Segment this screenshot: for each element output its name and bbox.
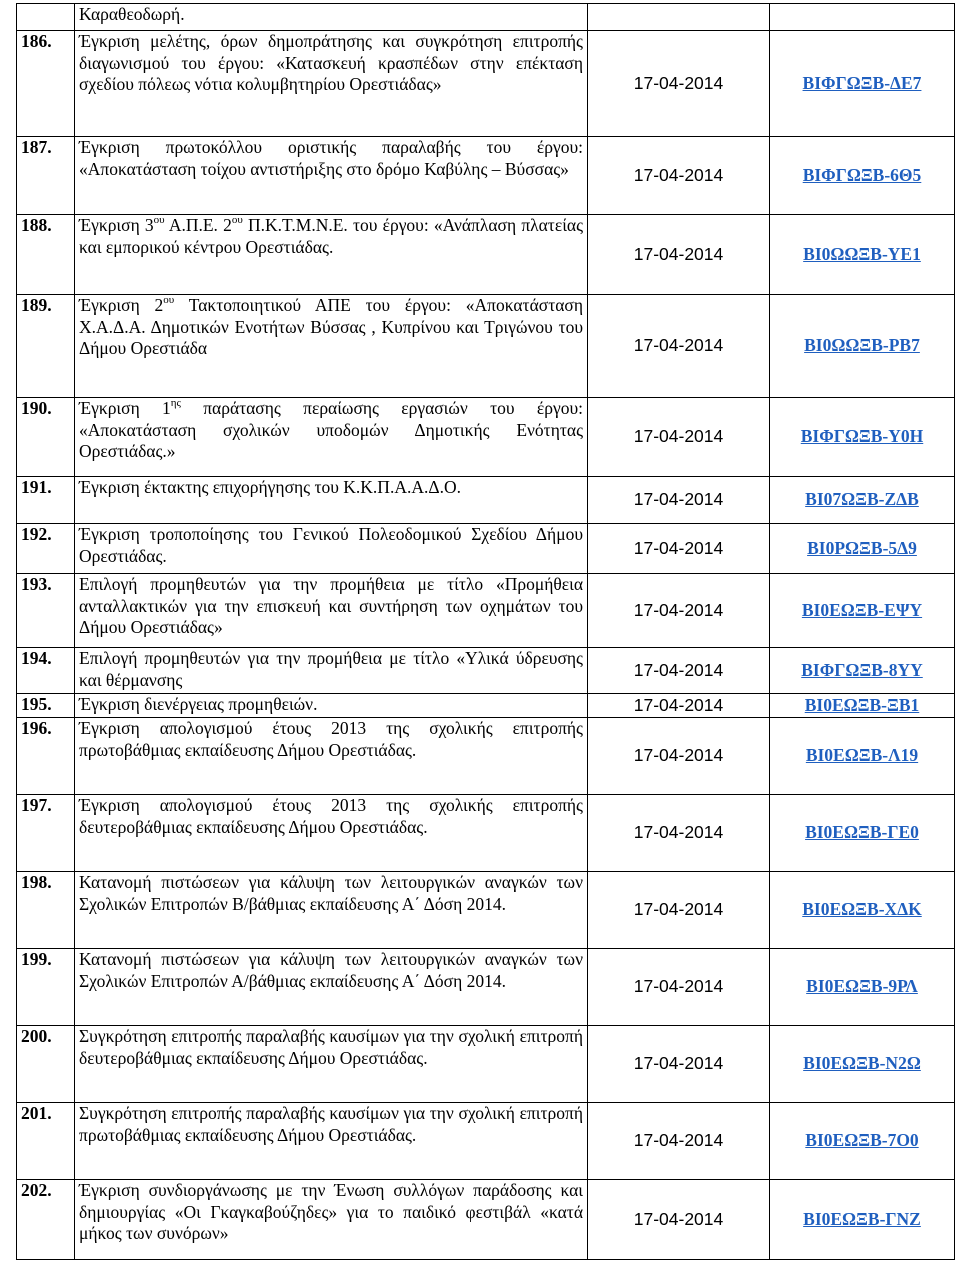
ada-link[interactable]: ΒΙ0ΕΩΞΒ-ΕΨΥ <box>801 599 923 620</box>
ada-cell <box>770 398 955 477</box>
table-row <box>17 574 955 648</box>
decision-description: Συγκρότηση επιτροπής παραλαβής καυσίμων για την σχολική επιτροπή δευτεροβάθμιας εκπαίδευσης Δήμου Ορεστιάδας. <box>75 1026 588 1103</box>
ada-link[interactable]: ΒΙ07ΩΞΒ-ΖΔΒ <box>805 489 919 510</box>
decision-number: 194. <box>17 648 75 694</box>
ada-cell <box>770 215 955 295</box>
decision-description: Κατανομή πιστώσεων για κάλυψη των λειτουργικών αναγκών των Σχολικών Επιτροπών Α/βάθμιας εκπαίδευσης Α΄ Δόση 2014. <box>75 949 588 1026</box>
decision-date: 17-04-2014 <box>588 31 770 137</box>
ada-link[interactable]: ΒΙ0ΩΩΞΒ-ΡΒ7 <box>804 335 920 356</box>
ada-cell <box>770 1103 955 1180</box>
decision-date: 17-04-2014 <box>588 949 770 1026</box>
decision-date: 17-04-2014 <box>588 718 770 795</box>
decisions-table <box>16 3 955 1260</box>
decision-description <box>75 398 588 477</box>
description-text: Έγκριση 3 <box>79 215 154 235</box>
ada-link[interactable]: ΒΙΦΓΩΞΒ-8ΥΥ <box>801 659 923 680</box>
decision-date: 17-04-2014 <box>588 872 770 949</box>
ordinal-suffix: ης <box>170 397 181 410</box>
decision-number: 191. <box>17 477 75 524</box>
table-row <box>17 872 955 949</box>
description-text: Έγκριση 2 <box>79 295 164 315</box>
ada-cell <box>770 1180 955 1260</box>
decision-description: Έγκριση συνδιοργάνωσης με την Ένωση συλλόγων παράδοσης και δημιουργίας «Οι Γκαγκαβούζηδες» για το παιδικό φεστιβάλ «κατά μήκος των συνόρων» <box>75 1180 588 1260</box>
ada-cell <box>770 795 955 872</box>
decision-date: 17-04-2014 <box>588 215 770 295</box>
table-row <box>17 795 955 872</box>
decision-description: Έγκριση έκτακτης επιχορήγησης του Κ.Κ.Π.Α.Α.Δ.Ο. <box>75 477 588 524</box>
description-text: Τακτοποιητικού ΑΠΕ του έργου: «Αποκατάσταση Χ.Α.Δ.Α. Δημοτικών Ενοτήτων Βύσσας , Κυπρίνου και Τριγώνου του Δήμου Ορεστιάδα <box>79 295 583 358</box>
decision-number: 197. <box>17 795 75 872</box>
ada-cell <box>770 477 955 524</box>
decision-description: Συγκρότηση επιτροπής παραλαβής καυσίμων για την σχολική επιτροπή πρωτοβάθμιας εκπαίδευσης Δήμου Ορεστιάδας. <box>75 1103 588 1180</box>
table-row <box>17 718 955 795</box>
decision-date <box>588 4 770 31</box>
ada-cell <box>770 295 955 398</box>
table-row <box>17 137 955 215</box>
decision-date: 17-04-2014 <box>588 574 770 648</box>
ada-cell <box>770 4 955 31</box>
decision-description: Επιλογή προμηθευτών για την προμήθεια με τίτλο «Προμήθεια ανταλλακτικών για την επισκευή και συντήρηση των οχημάτων του Δήμου Ορεστιάδας» <box>75 574 588 648</box>
table-row <box>17 1103 955 1180</box>
decision-description: Κατανομή πιστώσεων για κάλυψη των λειτουργικών αναγκών των Σχολικών Επιτροπών Β/βάθμιας εκπαίδευσης Α΄ Δόση 2014. <box>75 872 588 949</box>
decision-date: 17-04-2014 <box>588 1103 770 1180</box>
decision-number: 201. <box>17 1103 75 1180</box>
ada-link[interactable]: ΒΙ0ΕΩΞΒ-ΞΒ1 <box>804 694 920 715</box>
table-row <box>17 215 955 295</box>
decision-date: 17-04-2014 <box>588 137 770 215</box>
ada-link[interactable]: ΒΙ0ΕΩΞΒ-ΓΝΖ <box>803 1208 921 1229</box>
table-row <box>17 398 955 477</box>
ada-cell <box>770 694 955 718</box>
decision-description: Έγκριση τροποποίησης του Γενικού Πολεοδομικού Σχεδίου Δήμου Ορεστιάδας. <box>75 524 588 574</box>
ada-link[interactable]: ΒΙ0ΩΩΞΒ-ΥΕ1 <box>803 243 921 264</box>
ordinal-suffix: ου <box>153 214 165 227</box>
decision-number: 187. <box>17 137 75 215</box>
decision-number: 198. <box>17 872 75 949</box>
decision-number: 196. <box>17 718 75 795</box>
description-text: Α.Π.Ε. 2 <box>164 215 232 235</box>
decision-number: 192. <box>17 524 75 574</box>
table-row <box>17 4 955 31</box>
ada-cell <box>770 31 955 137</box>
description-text: Έγκριση 1 <box>79 398 171 418</box>
decision-date: 17-04-2014 <box>588 1180 770 1260</box>
decision-number: 202. <box>17 1180 75 1260</box>
description-text: Π.Κ.Τ.Μ.Ν.Ε. του έργου: «Ανάπλαση πλατείας και εμπορικού κέντρου Ορεστιάδας. <box>79 215 583 257</box>
decision-number: 195. <box>17 694 75 718</box>
decision-description: Έγκριση απολογισμού έτους 2013 της σχολικής επιτροπής δευτεροβάθμιας εκπαίδευσης Δήμου Ορεστιάδας. <box>75 795 588 872</box>
decision-number: 200. <box>17 1026 75 1103</box>
ada-cell <box>770 137 955 215</box>
decision-description: Έγκριση απολογισμού έτους 2013 της σχολικής επιτροπής πρωτοβάθμιας εκπαίδευσης Δήμου Ορεστιάδας. <box>75 718 588 795</box>
decision-number: 186. <box>17 31 75 137</box>
decision-date: 17-04-2014 <box>588 398 770 477</box>
decision-number: 189. <box>17 295 75 398</box>
table-row <box>17 524 955 574</box>
decision-number: 188. <box>17 215 75 295</box>
decision-number: 190. <box>17 398 75 477</box>
ada-link[interactable]: ΒΙ0ΡΩΞΒ-5Δ9 <box>807 537 917 558</box>
decision-date: 17-04-2014 <box>588 524 770 574</box>
ada-link[interactable]: ΒΙΦΓΩΞΒ-Υ0Η <box>800 426 924 447</box>
decision-description: Επιλογή προμηθευτών για την προμήθεια με τίτλο «Υλικά ύδρευσης και θέρμανσης <box>75 648 588 694</box>
decision-date: 17-04-2014 <box>588 1026 770 1103</box>
ada-cell <box>770 524 955 574</box>
ada-cell <box>770 718 955 795</box>
ada-link[interactable]: ΒΙ0ΕΩΞΒ-Ν2Ω <box>803 1053 921 1074</box>
ada-link[interactable]: ΒΙΦΓΩΞΒ-6Θ5 <box>802 164 922 185</box>
decision-number <box>17 4 75 31</box>
ada-cell <box>770 872 955 949</box>
ada-cell <box>770 648 955 694</box>
table-row <box>17 477 955 524</box>
ada-link[interactable]: ΒΙ0ΕΩΞΒ-7Ο0 <box>805 1130 919 1151</box>
decisions-table-body <box>17 4 955 1260</box>
table-row <box>17 295 955 398</box>
table-row <box>17 694 955 718</box>
decision-description <box>75 295 588 398</box>
ada-cell <box>770 949 955 1026</box>
decision-description <box>75 215 588 295</box>
ada-link[interactable]: ΒΙ0ΕΩΞΒ-ΓΕ0 <box>805 822 919 843</box>
table-row <box>17 949 955 1026</box>
decision-date: 17-04-2014 <box>588 295 770 398</box>
ada-link[interactable]: ΒΙ0ΕΩΞΒ-ΧΔΚ <box>802 899 922 920</box>
decision-number: 199. <box>17 949 75 1026</box>
decision-date: 17-04-2014 <box>588 477 770 524</box>
decision-date: 17-04-2014 <box>588 648 770 694</box>
table-row <box>17 1180 955 1260</box>
ada-cell <box>770 1026 955 1103</box>
decision-description: Έγκριση πρωτοκόλλου οριστικής παραλαβής του έργου: «Αποκατάσταση τοίχου αντιστήριξης στο δρόμο Καβύλης – Βύσσας» <box>75 137 588 215</box>
decision-description: Έγκριση διενέργειας προμηθειών. <box>75 694 588 718</box>
ada-link[interactable]: ΒΙΦΓΩΞΒ-ΔΕ7 <box>802 72 922 93</box>
decision-description: Καραθεοδωρή. <box>75 4 588 31</box>
table-row <box>17 1026 955 1103</box>
ada-link[interactable]: ΒΙ0ΕΩΞΒ-9ΡΛ <box>806 976 918 997</box>
description-text: παράτασης περαίωσης εργασιών του έργου: «Αποκατάσταση σχολικών υποδομών Δημοτικής Ενότητας Ορεστιάδας.» <box>79 398 583 461</box>
decision-number: 193. <box>17 574 75 648</box>
ada-link[interactable]: ΒΙ0ΕΩΞΒ-Λ19 <box>805 745 919 766</box>
table-row <box>17 648 955 694</box>
ordinal-suffix: ου <box>163 294 175 307</box>
ada-cell <box>770 574 955 648</box>
decision-date: 17-04-2014 <box>588 694 770 718</box>
table-row <box>17 31 955 137</box>
decision-description: Έγκριση μελέτης, όρων δημοπράτησης και συγκρότηση επιτροπής διαγωνισμού του έργου: «Κατασκευή κρασπέδων στην επέκταση σχεδίου πόλεως νότια κολυμβητηρίου Ορεστιάδας» <box>75 31 588 137</box>
ordinal-suffix: ου <box>231 214 243 227</box>
decision-date: 17-04-2014 <box>588 795 770 872</box>
